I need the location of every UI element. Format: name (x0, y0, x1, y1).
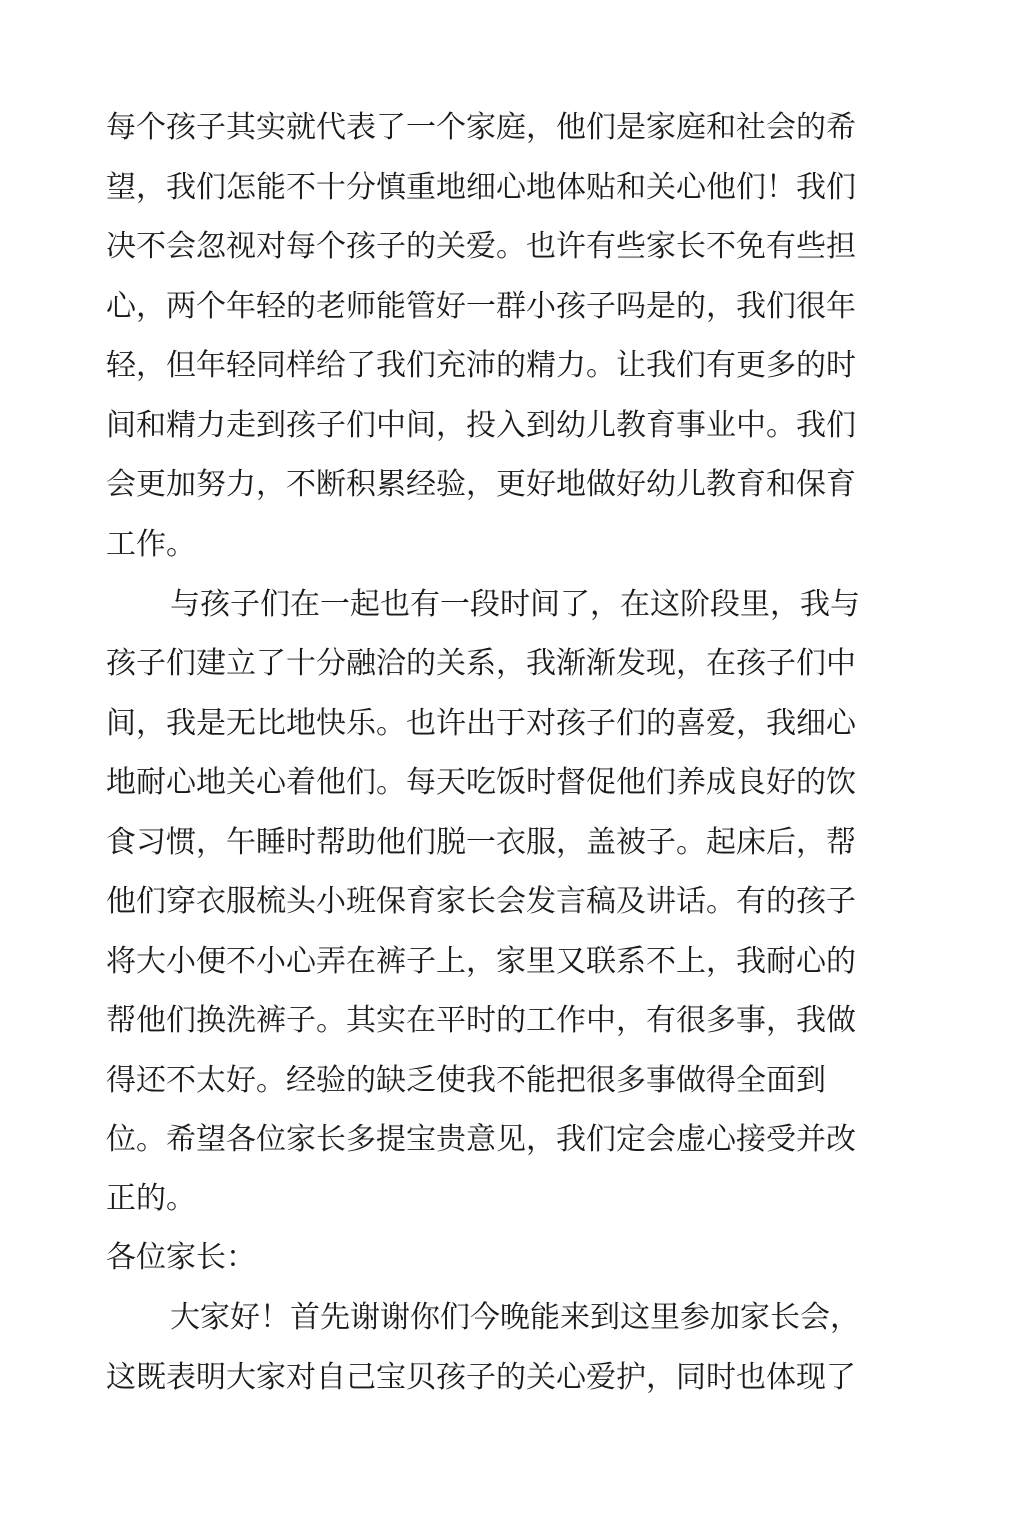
text-line: 孩子们建立了十分融洽的关系，我渐渐发现，在孩子们中 (106, 646, 856, 681)
text-line: 轻，但年轻同样给了我们充沛的精力。让我们有更多的时 (106, 348, 856, 383)
text-line: 正的。 (106, 1181, 196, 1216)
text-line: 帮他们换洗裤子。其实在平时的工作中，有很多事，我做 (106, 1003, 856, 1038)
text-line: 这既表明大家对自己宝贝孩子的关心爱护，同时也体现了 (106, 1360, 856, 1395)
text-line: 工作。 (106, 527, 196, 562)
text-line: 会更加努力，不断积累经验，更好地做好幼儿教育和保育 (106, 467, 856, 502)
text-line: 将大小便不小心弄在裤子上，家里又联系不上，我耐心的 (106, 944, 856, 979)
text-line: 望，我们怎能不十分慎重地细心地体贴和关心他们！我们 (106, 170, 856, 205)
text-line: 位。希望各位家长多提宝贵意见，我们定会虚心接受并改 (106, 1122, 856, 1157)
text-line: 心，两个年轻的老师能管好一群小孩子吗是的，我们很年 (106, 289, 856, 324)
text-line: 食习惯，午睡时帮助他们脱一衣服，盖被子。起床后，帮 (106, 825, 856, 860)
text-line: 得还不太好。经验的缺乏使我不能把很多事做得全面到 (106, 1063, 826, 1098)
text-line: 地耐心地关心着他们。每天吃饭时督促他们养成良好的饮 (106, 765, 856, 800)
salutation: 各位家长： (106, 1240, 256, 1275)
text-line: 决不会忽视对每个孩子的关爱。也许有些家长不免有些担 (106, 229, 856, 264)
text-line: 与孩子们在一起也有一段时间了，在这阶段里，我与 (170, 587, 860, 622)
text-line: 间和精力走到孩子们中间，投入到幼儿教育事业中。我们 (106, 408, 856, 443)
text-line: 每个孩子其实就代表了一个家庭，他们是家庭和社会的希 (106, 110, 856, 145)
text-line: 间，我是无比地快乐。也许出于对孩子们的喜爱，我细心 (106, 706, 856, 741)
text-line: 大家好！首先谢谢你们今晚能来到这里参加家长会， (170, 1300, 860, 1335)
text-line: 他们穿衣服梳头小班保育家长会发言稿及讲话。有的孩子 (106, 884, 856, 919)
